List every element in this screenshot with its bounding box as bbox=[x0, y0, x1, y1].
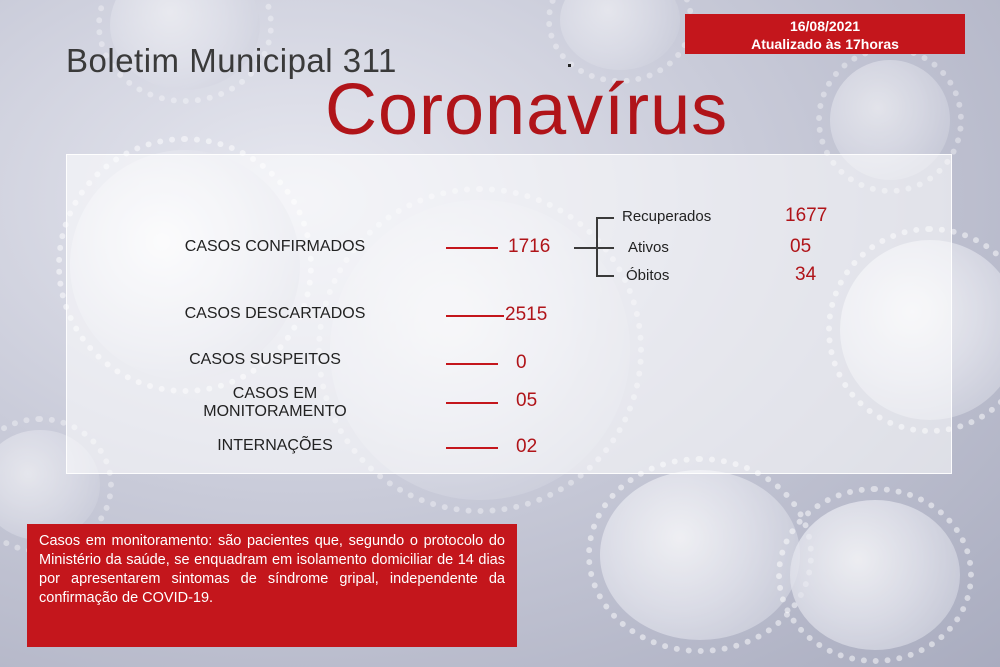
suspected-label: CASOS SUSPEITOS bbox=[189, 351, 341, 368]
discarded-label: CASOS DESCARTADOS bbox=[184, 305, 366, 322]
update-time: Atualizado às 17horas bbox=[751, 36, 899, 52]
monitoring-note: Casos em monitoramento: são pacientes que, segundo o protocolo do Ministério da saúde, se enquadram em isolamento domiciliar de 14 dias por apresentarem sintomas de síndrome gripal, independente da confirmação de COVID-19. bbox=[27, 524, 517, 647]
monitoring-label-line1: CASOS EM bbox=[232, 385, 318, 402]
monitoring-label-line2: MONITORAMENTO bbox=[203, 403, 347, 420]
suspected-value: 0 bbox=[516, 352, 527, 373]
discarded-value: 2515 bbox=[505, 304, 548, 325]
discarded-line bbox=[446, 315, 504, 317]
suspected-line bbox=[446, 363, 498, 365]
monitoring-line bbox=[446, 402, 498, 404]
confirmed-line bbox=[446, 247, 498, 249]
virus-illustration bbox=[600, 470, 800, 640]
active-label: Ativos bbox=[628, 239, 669, 256]
confirmed-value: 1716 bbox=[508, 236, 551, 257]
hospitalized-value: 02 bbox=[516, 436, 538, 457]
bulletin-date: 16/08/2021 bbox=[789, 18, 861, 34]
virus-illustration bbox=[560, 0, 680, 70]
virus-illustration bbox=[790, 500, 960, 650]
confirmed-label: CASOS CONFIRMADOS bbox=[184, 238, 366, 255]
bulletin-subtitle: Boletim Municipal 311 bbox=[66, 42, 397, 79]
bracket-connector bbox=[574, 247, 596, 249]
date-banner bbox=[685, 14, 965, 54]
hospitalized-label: INTERNAÇÕES bbox=[217, 437, 333, 454]
recovered-label: Recuperados bbox=[622, 208, 712, 225]
deaths-label: Óbitos bbox=[626, 267, 670, 284]
active-value: 05 bbox=[790, 236, 812, 257]
bracket-tick-recovered bbox=[596, 217, 614, 219]
hospitalized-line bbox=[446, 447, 498, 449]
monitoring-value: 05 bbox=[516, 390, 538, 411]
dot-mark bbox=[568, 64, 571, 67]
bracket-tick-active bbox=[596, 247, 614, 249]
bracket-tick-deaths bbox=[596, 275, 614, 277]
recovered-value: 1677 bbox=[785, 205, 828, 226]
monitoring-label bbox=[170, 385, 380, 421]
deaths-value: 34 bbox=[795, 264, 817, 285]
page-title: Coronavírus bbox=[325, 70, 729, 150]
